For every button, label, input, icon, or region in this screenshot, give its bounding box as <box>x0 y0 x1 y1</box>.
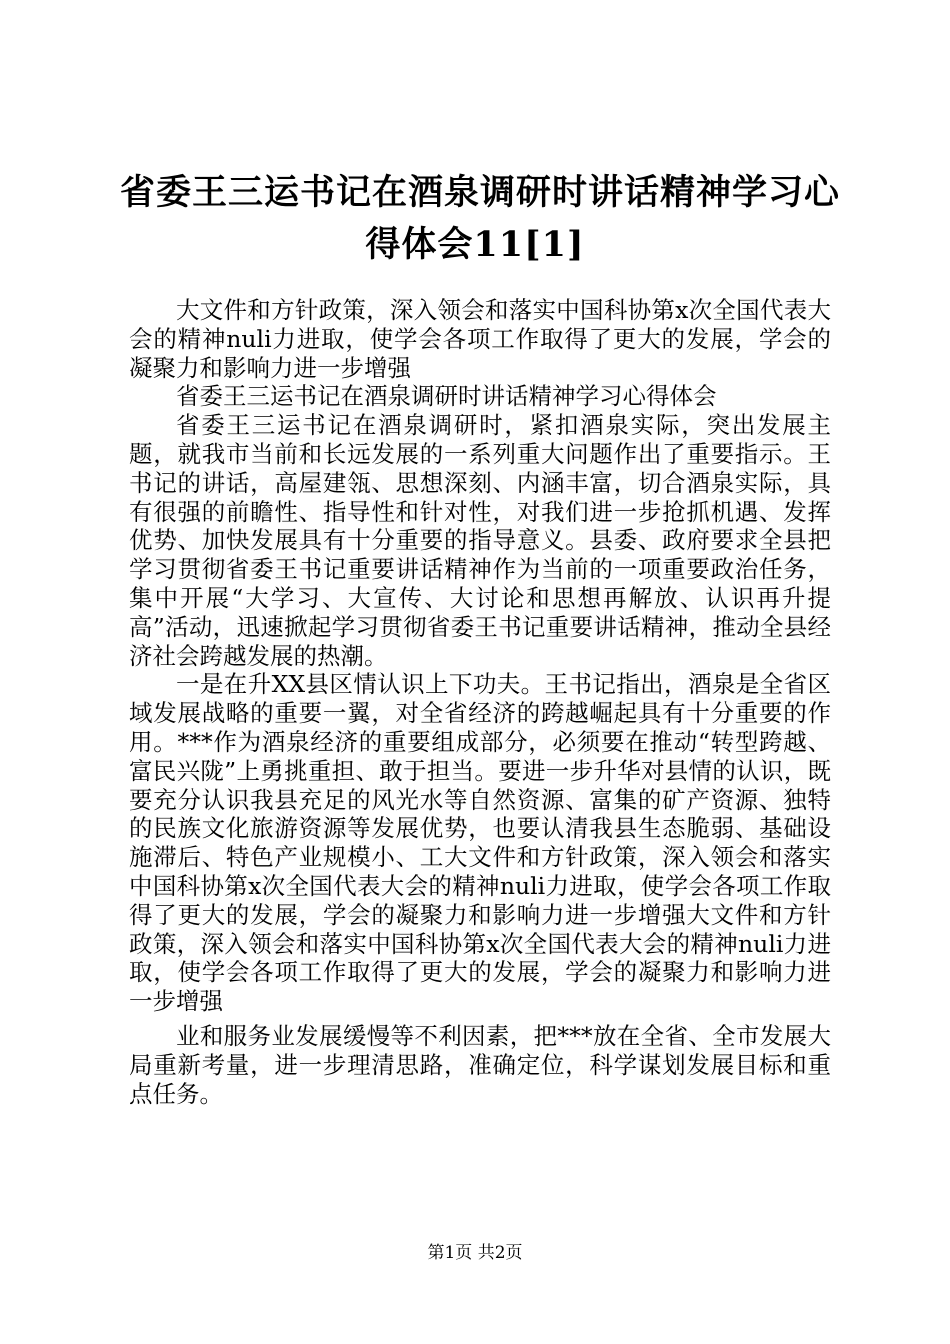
document-body <box>129 296 831 1108</box>
paragraph: 业和服务业发展缓慢等不利因素，把***放在全省、全市发展大局重新考量，进一步理清思路，准确定位，科学谋划发展目标和重点任务。 <box>129 1021 831 1108</box>
page-footer: 第1页 共2页 <box>427 1243 523 1263</box>
paragraph: 省委王三运书记在酒泉调研时讲话精神学习心得体会 <box>176 382 717 411</box>
document-title-line-1: 省委王三运书记在酒泉调研时讲话精神学习心 <box>120 172 841 213</box>
paragraph: 一是在升XX县区情认识上下功夫。王书记指出，酒泉是全省区域发展战略的重要一翼，对全省经济的跨越崛起具有十分重要的作用。***作为酒泉经济的重要组成部分，必须要在推动“转型跨越、富民兴陇”上勇挑重担、敢于担当。要进一步升华对县情的认识，既要充分认识我县充足的风光水等自然资源、富集的矿产资源、独特的民族文化旅游资源等发展优势，也要认清我县生态脆弱、基础设施滞后、特色产业规模小、工大文件和方针政策，深入领会和落实中国科协第x次全国代表大会的精神nuli力进取，使学会各项工作取得了更大的发展，学会的凝聚力和影响力进一步增强大文件和方针政策，深入领会和落实中国科协第x次全国代表大会的精神nuli力进取，使学会各项工作取得了更大的发展，学会的凝聚力和影响力进一步增强 <box>129 670 831 1016</box>
paragraph: 省委王三运书记在酒泉调研时，紧扣酒泉实际，突出发展主题，就我市当前和长远发展的一系列重大问题作出了重要指示。王书记的讲话，高屋建瓴、思想深刻、内涵丰富，切合酒泉实际，具有很强的前瞻性、指导性和针对性，对我们进一步抢抓机遇、发挥优势、加快发展具有十分重要的指导意义。县委、政府要求全县把学习贯彻省委王书记重要讲话精神作为当前的一项重要政治任务，集中开展“大学习、大宣传、大讨论和思想再解放、认识再升提高”活动，迅速掀起学习贯彻省委王书记重要讲话精神，推动全县经济社会跨越发展的热潮。 <box>129 411 831 670</box>
document-title-line-2: 得体会11[1] <box>365 224 585 265</box>
paragraph: 大文件和方针政策，深入领会和落实中国科协第x次全国代表大会的精神nuli力进取，使学会各项工作取得了更大的发展，学会的凝聚力和影响力进一步增强 <box>129 296 831 382</box>
